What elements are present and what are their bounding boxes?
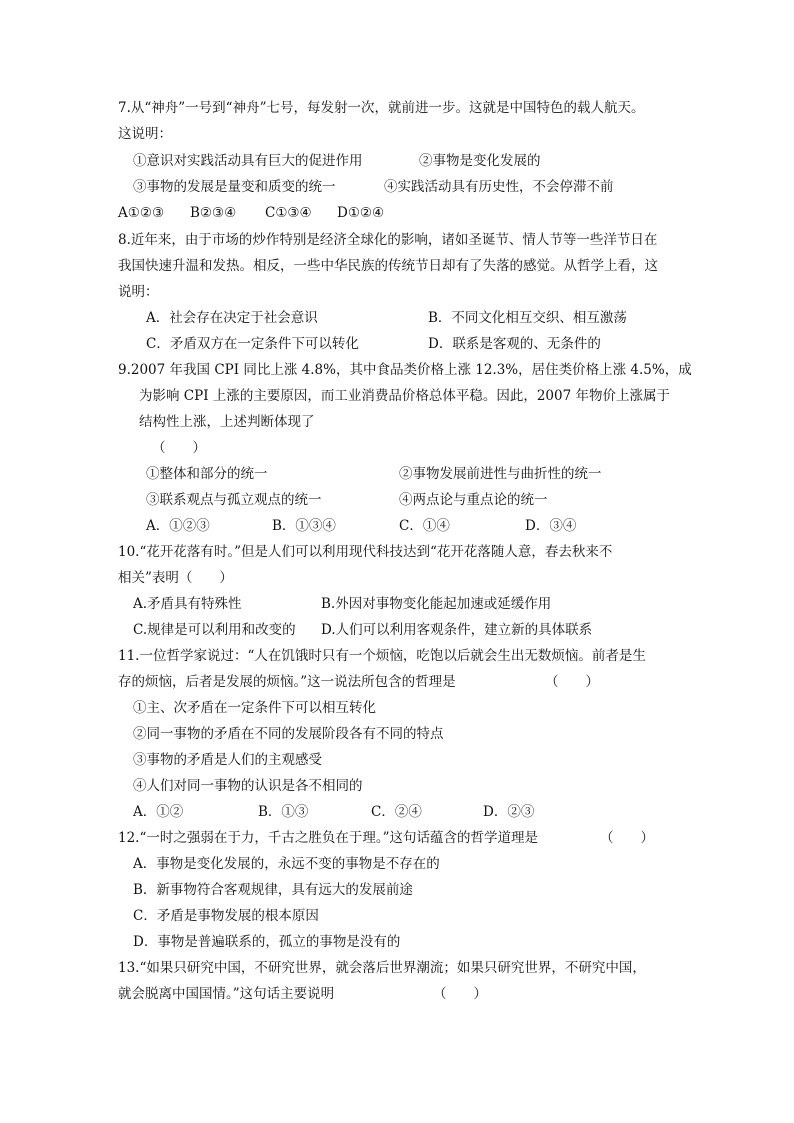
q11-statement-3: ③事物的矛盾是人们的主观感受	[133, 752, 322, 768]
q10-option-a: A.矛盾具有特殊性	[133, 596, 242, 612]
q8-option-a: A．社会存在决定于社会意识	[146, 310, 318, 326]
q8-option-c: C．矛盾双方在一定条件下可以转化	[146, 336, 359, 352]
q13-answer-paren: （ ）	[433, 986, 487, 1002]
q9-statement-1: ①整体和部分的统一	[146, 466, 268, 482]
q7-statement-1: ①意识对实践活动具有巨大的促进作用	[133, 153, 363, 169]
q11-statement-2: ②同一事物的矛盾在不同的发展阶段各有不同的特点	[133, 726, 444, 742]
q11-option-b: B．①③	[258, 804, 309, 820]
q9-statement-4: ④两点论与重点论的统一	[399, 492, 548, 508]
q11-option-a: A．①②	[133, 804, 184, 820]
q9-stem-line-3: 结构性上涨，上述判断体现了	[139, 414, 315, 430]
q8-option-b: B．不同文化相互交织、相互激荡	[428, 310, 627, 326]
q10-option-b: B.外因对事物变化能起加速或延缓作用	[321, 596, 552, 612]
q9-stem-line-1: 9.2007 年我国 CPI 同比上涨 4.8%，其中食品类价格上涨 12.3%，居住类价格上涨 4.5%，成	[118, 362, 692, 378]
q9-option-d: D．③④	[525, 518, 577, 534]
q7-option-a: A①②③	[118, 205, 165, 221]
q8-option-d: D．联系是客观的、无条件的	[428, 336, 601, 352]
q12-option-d: D．事物是普遍联系的，孤立的事物是没有的	[133, 934, 401, 950]
q11-stem-line-2: 存的烦恼，后者是发展的烦恼。”这一说法所包含的哲理是	[118, 674, 456, 690]
q9-option-c: C．①④	[399, 518, 450, 534]
q10-option-c: C.规律是可以利用和改变的	[133, 622, 296, 638]
q12-stem-line-1: 12.“一时之强弱在于力，千古之胜负在于理。”这句话蕴含的哲学道理是	[118, 830, 539, 846]
q9-stem-line-2: 为影响 CPI 上涨的主要原因，而工业消费品价格总体平稳。因此，2007 年物价上涨属于	[139, 388, 670, 404]
q8-stem-line-3: 说明：	[118, 284, 159, 300]
q13-stem-line-2: 就会脱离中国国情。”这句话主要说明	[118, 986, 335, 1002]
q13-stem-line-1: 13.“如果只研究中国，不研究世界，就会落后世界潮流；如果只研究世界，不研究中国，	[118, 960, 646, 976]
q7-option-c: C①③④	[265, 205, 312, 221]
q11-statement-4: ④人们对同一事物的认识是各不相同的	[133, 778, 363, 794]
q10-option-d: D.人们可以利用客观条件，建立新的具体联系	[321, 622, 593, 638]
q9-statement-2: ②事物发展前进性与曲折性的统一	[399, 466, 602, 482]
q12-answer-paren: （ ）	[600, 830, 654, 846]
q11-stem-line-1: 11.一位哲学家说过：“人在饥饿时只有一个烦恼，吃饱以后就会生出无数烦恼。前者是生	[118, 648, 646, 664]
q7-option-d: D①②④	[337, 205, 385, 221]
q11-option-d: D．②③	[483, 804, 535, 820]
q8-stem-line-1: 8.近年来，由于市场的炒作特别是经济全球化的影响，诸如圣诞节、情人节等一些洋节日在	[118, 232, 658, 248]
q12-option-c: C．矛盾是事物发展的根本原因	[133, 908, 319, 924]
q9-statement-3: ③联系观点与孤立观点的统一	[146, 492, 322, 508]
q11-answer-paren: （ ）	[545, 674, 599, 690]
q7-statement-2: ②事物是变化发展的	[419, 153, 541, 169]
q7-stem-line-2: 这说明：	[118, 126, 172, 142]
q7-statement-4: ④实践活动具有历史性，不会停滞不前	[384, 179, 614, 195]
q12-option-b: B．新事物符合客观规律，具有远大的发展前途	[133, 882, 413, 898]
q7-stem-line-1: 7.从“神舟”一号到“神舟”七号，每发射一次，就前进一步。这就是中国特色的载人航天。	[118, 100, 645, 116]
q11-statement-1: ①主、次矛盾在一定条件下可以相互转化	[133, 700, 376, 716]
q10-stem-line-1: 10.“花开花落有时。”但是人们可以利用现代科技达到“花开花落随人意，春去秋来不	[118, 544, 613, 560]
q8-stem-line-2: 我国快速升温和发热。相反，一些中华民族的传统节日却有了失落的感觉。从哲学上看，这	[118, 258, 658, 274]
q9-answer-paren: （ ）	[152, 440, 206, 456]
q10-stem-line-2: 相关”表明（ ）	[118, 570, 233, 586]
q12-option-a: A．事物是变化发展的，永远不变的事物是不存在的	[133, 856, 440, 872]
q7-option-b: B②③④	[190, 205, 237, 221]
q11-option-c: C．②④	[371, 804, 422, 820]
q7-statement-3: ③事物的发展是量变和质变的统一	[133, 179, 336, 195]
q9-option-b: B．①③④	[272, 518, 336, 534]
q9-option-a: A．①②③	[146, 518, 210, 534]
